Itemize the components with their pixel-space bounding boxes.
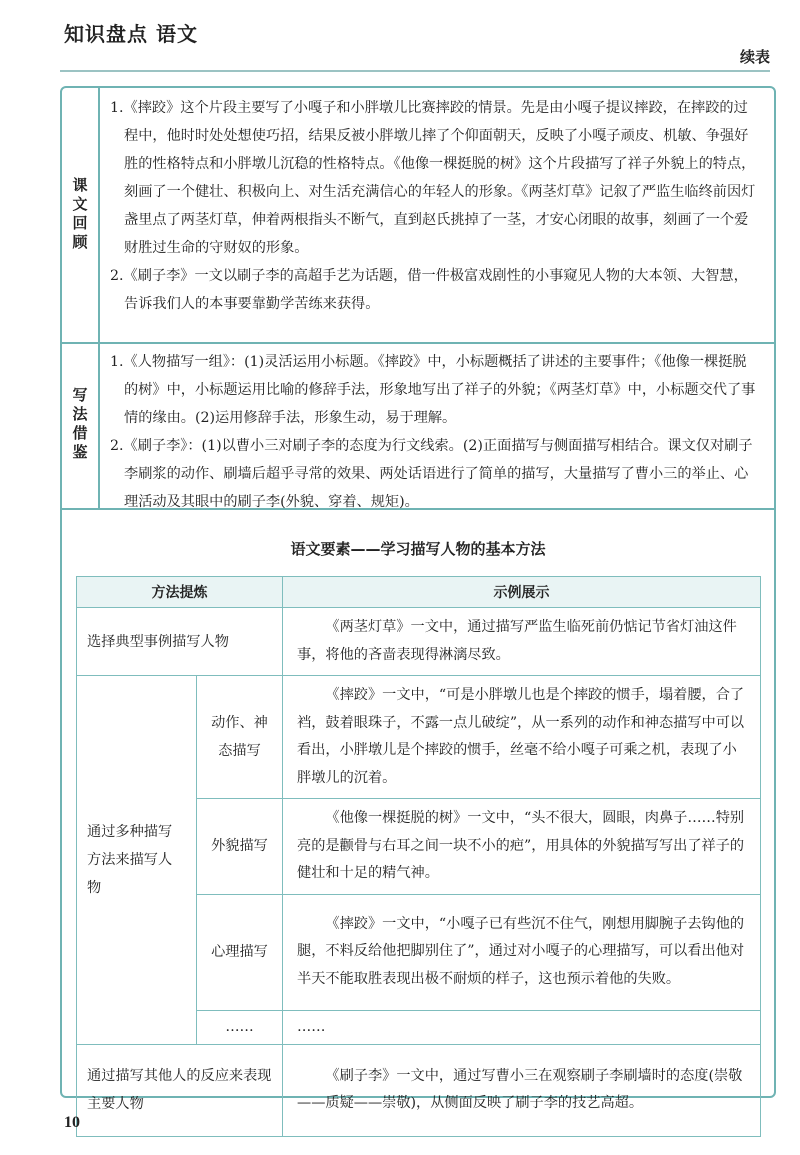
column-header-example: 示例展示	[283, 577, 761, 608]
methods-table-header	[77, 577, 761, 608]
example-cell	[283, 1010, 761, 1044]
ellipsis-method-text: ……	[225, 1019, 254, 1035]
page-number: 10	[64, 1114, 80, 1131]
example-text: 《两茎灯草》一文中，通过描写严监生临死前仍惦记节省灯油这件事，将他的吝啬表现得淋漓尽致。	[297, 619, 737, 663]
review-item-1: 1.《摔跤》这个片段主要写了小嘎子和小胖墩儿比赛摔跤的情景。先是由小嘎子提议摔跤，在摔跤的过程中，他时时处处想使巧招，结果反被小胖墩儿摔了个仰面朝天，反映了小嘎子顽皮、机敏、争强好胜的性格特点和小胖墩儿沉稳的性格特点。《他像一棵挺脱的树》这个片段描写了祥子外貌上的特点，刻画了一个健壮、积极向上、对生活充满信心的年轻人的形象。《两茎灯草》记叙了严监生临终前因灯盏里点了两茎灯草，伸着两根指头不断气，直到赵氏挑掉了一茎，才安心闭眼的故事，刻画了一个爱财胜过生命的守财奴的形象。	[110, 100, 756, 256]
methods-table	[76, 576, 761, 1137]
example-cell	[283, 799, 761, 895]
writing-item-1: 1.《人物描写一组》：(1)灵活运用小标题。《摔跤》中，小标题概括了讲述的主要事件；《他像一棵挺脱的树》中，小标题运用比喻的修辞手法，形象地写出了祥子的外貌；《两茎灯草》中，小标题交代了事情的缘由。(2)运用修辞手法，形象生动，易于理解。	[110, 354, 756, 426]
writing-method-content	[110, 348, 760, 516]
text-review-label-cell	[62, 88, 100, 342]
text-review-label: 课文回顾	[70, 177, 89, 253]
group-method-text: 通过多种描写方法来描写人物	[87, 823, 173, 896]
group-method-cell	[77, 676, 197, 1045]
text-review-content	[110, 94, 760, 318]
example-cell	[283, 1044, 761, 1136]
table-row	[77, 608, 761, 676]
example-cell	[283, 676, 761, 799]
language-elements-title: 语文要素——学习描写人物的基本方法	[290, 540, 546, 558]
review-item-2: 2.《刷子李》一文以刷子李的高超手艺为话题，借一件极富戏剧性的小事窥见人物的大本领、大智慧，告诉我们人的本事要靠勤学苦练来获得。	[110, 268, 748, 312]
writing-item-2: 2.《刷子李》：(1)以曹小三对刷子李的态度为行文线索。(2)正面描写与侧面描写相结合。课文仅对刷子李刷浆的动作、刷墙后超乎寻常的效果、两处话语进行了简单的描写，大量描写了曹小三的举止、心理活动及其眼中的刷子李(外貌、穿着、规矩)。	[110, 438, 753, 510]
method-cell	[77, 608, 283, 676]
method-text: 通过描写其他人的反应来表现主要人物	[87, 1068, 272, 1112]
example-text: 《摔跤》一文中，“小嘎子已有些沉不住气，刚想用脚腕子去钩他的腿，不料反给他把脚别住了”，通过对小嘎子的心理描写，可以看出他对半天不能取胜表现出极不耐烦的样子，这也预示着他的失败。	[297, 915, 745, 987]
writing-method-label: 写法借鉴	[70, 387, 89, 463]
sub-method-cell	[197, 676, 283, 799]
example-cell	[283, 608, 761, 676]
writing-method-section	[62, 342, 774, 510]
example-cell	[283, 894, 761, 1010]
continued-label: 续表	[739, 48, 770, 66]
column-header-method: 方法提炼	[77, 577, 283, 608]
page-header-title: 知识盘点 语文	[64, 22, 198, 46]
header-divider	[60, 70, 770, 72]
sub-method-text: 心理描写	[211, 944, 268, 960]
sub-method-cell	[197, 799, 283, 895]
sub-method-text: 外貌描写	[211, 838, 268, 855]
example-text: 《他像一棵挺脱的树》一文中，“头不很大，圆眼，肉鼻子……特别亮的是颧骨与右耳之间一块不小的疤”，用具体的外貌描写写出了祥子的健壮和十足的精气神。	[297, 810, 745, 881]
text-review-section	[62, 88, 774, 344]
sub-method-text: 动作、神态描写	[211, 715, 268, 759]
content-frame	[60, 86, 776, 1112]
example-text: 《刷子李》一文中，通过写曹小三在观察刷子李刷墙时的态度(崇敬——质疑——崇敬)，从侧面反映了刷子李的技艺高超。	[297, 1067, 743, 1111]
method-cell	[77, 1044, 283, 1136]
table-row	[77, 1044, 761, 1136]
example-text: 《摔跤》一文中，“可是小胖墩儿也是个摔跤的惯手，塌着腰，合了裆，鼓着眼珠子，不露一点儿破绽”，从一系列的动作和神态描写中可以看出，小胖墩儿是个摔跤的惯手，丝毫不给小嘎子可乘之机，表现了小胖墩儿的沉着。	[297, 687, 745, 786]
table-row	[77, 676, 761, 799]
sub-method-cell	[197, 1010, 283, 1044]
ellipsis-example-text: ……	[297, 1019, 326, 1035]
sub-method-cell	[197, 894, 283, 1010]
writing-method-label-cell	[62, 342, 100, 508]
method-text: 选择典型事例描写人物	[87, 633, 229, 650]
